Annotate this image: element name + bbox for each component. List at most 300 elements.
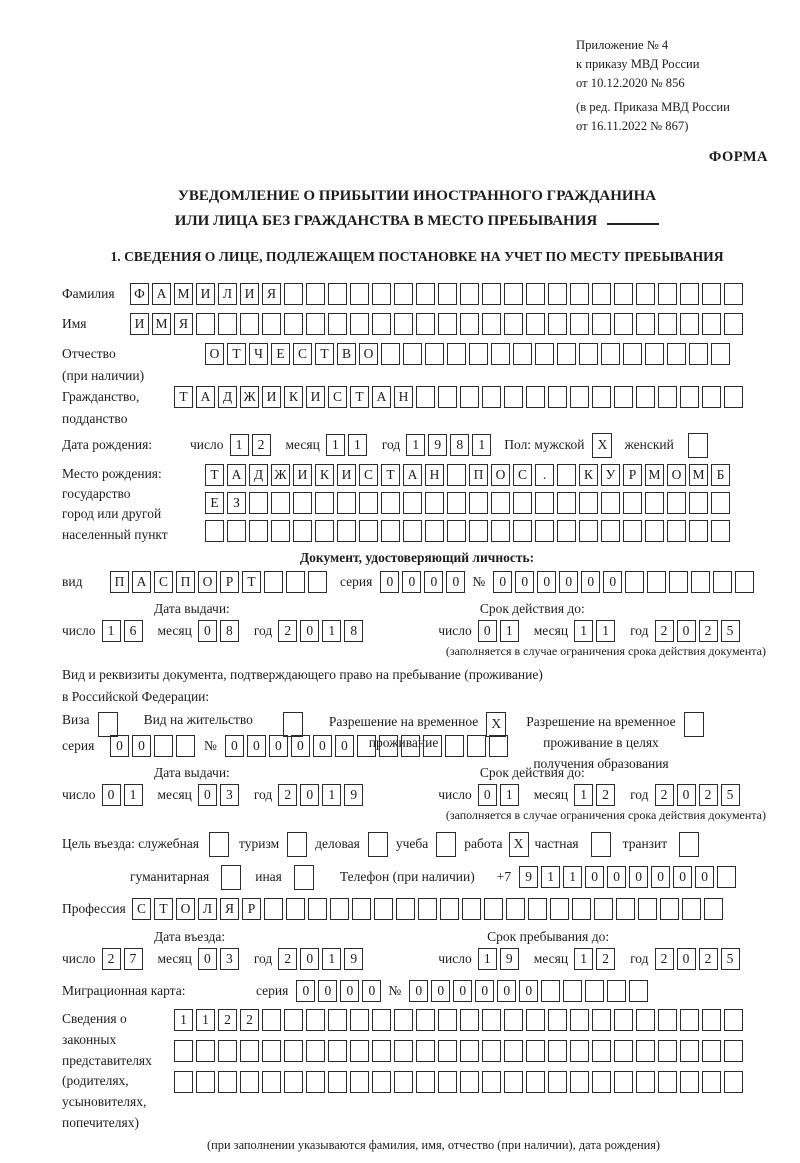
char-cell[interactable] [658,1040,677,1062]
char-cell[interactable] [438,386,457,408]
char-cell[interactable] [484,898,503,920]
char-cell[interactable]: 0 [515,571,534,593]
temp-residence-edu-checkbox[interactable] [684,712,704,737]
char-cell[interactable]: 2 [278,620,297,642]
char-cell[interactable] [592,283,611,305]
char-cell[interactable] [601,492,620,514]
char-cell[interactable] [616,898,635,920]
char-cell[interactable]: 1 [230,434,249,456]
char-cell[interactable] [645,343,664,365]
char-cell[interactable] [623,520,642,542]
char-cell[interactable] [403,343,422,365]
char-cell[interactable] [394,1009,413,1031]
char-cell[interactable]: А [403,464,422,486]
char-cell[interactable]: О [176,898,195,920]
char-cell[interactable]: Р [623,464,642,486]
char-cell[interactable] [614,1040,633,1062]
char-cell[interactable] [438,313,457,335]
char-cell[interactable]: 2 [240,1009,259,1031]
char-cell[interactable] [570,386,589,408]
char-cell[interactable]: А [372,386,391,408]
char-cell[interactable] [438,1040,457,1062]
sex-female-checkbox[interactable] [688,433,708,458]
purpose-official-checkbox[interactable] [209,832,229,857]
char-cell[interactable] [557,492,576,514]
char-cell[interactable]: 9 [344,784,363,806]
char-cell[interactable] [218,1071,237,1093]
char-cell[interactable] [548,1071,567,1093]
char-cell[interactable] [286,571,305,593]
char-cell[interactable] [337,492,356,514]
char-cell[interactable]: 2 [596,784,615,806]
char-cell[interactable]: 0 [537,571,556,593]
char-cell[interactable]: 2 [278,948,297,970]
char-cell[interactable] [557,520,576,542]
char-cell[interactable] [607,980,626,1002]
char-cell[interactable] [614,283,633,305]
char-cell[interactable] [645,492,664,514]
char-cell[interactable] [548,1040,567,1062]
char-cell[interactable] [682,898,701,920]
char-cell[interactable] [667,520,686,542]
char-cell[interactable]: П [110,571,129,593]
char-cell[interactable] [328,313,347,335]
char-cell[interactable]: 7 [124,948,143,970]
char-cell[interactable] [491,343,510,365]
char-cell[interactable] [702,313,721,335]
char-cell[interactable]: 0 [409,980,428,1002]
char-cell[interactable] [293,492,312,514]
char-cell[interactable]: 8 [450,434,469,456]
char-cell[interactable]: 0 [478,784,497,806]
char-cell[interactable]: 9 [428,434,447,456]
char-cell[interactable]: Я [262,283,281,305]
char-cell[interactable] [315,492,334,514]
char-cell[interactable] [689,520,708,542]
char-cell[interactable] [337,520,356,542]
char-cell[interactable]: Т [205,464,224,486]
char-cell[interactable] [557,343,576,365]
char-cell[interactable] [240,1071,259,1093]
char-cell[interactable]: 5 [721,784,740,806]
char-cell[interactable] [264,571,283,593]
char-cell[interactable] [447,520,466,542]
char-cell[interactable] [394,1040,413,1062]
char-cell[interactable]: 2 [699,620,718,642]
char-cell[interactable]: О [198,571,217,593]
char-cell[interactable] [535,492,554,514]
char-cell[interactable]: 0 [478,620,497,642]
char-cell[interactable] [218,313,237,335]
char-cell[interactable]: 0 [559,571,578,593]
char-cell[interactable] [416,283,435,305]
char-cell[interactable] [570,1040,589,1062]
char-cell[interactable] [286,898,305,920]
char-cell[interactable] [711,492,730,514]
char-cell[interactable]: 1 [124,784,143,806]
char-cell[interactable] [240,313,259,335]
char-cell[interactable]: 2 [699,784,718,806]
char-cell[interactable]: 1 [102,620,121,642]
char-cell[interactable]: Я [220,898,239,920]
char-cell[interactable]: Т [174,386,193,408]
char-cell[interactable] [416,1071,435,1093]
char-cell[interactable] [482,313,501,335]
char-cell[interactable] [350,1040,369,1062]
char-cell[interactable]: О [491,464,510,486]
char-cell[interactable]: 0 [453,980,472,1002]
char-cell[interactable]: 8 [220,620,239,642]
char-cell[interactable] [526,1040,545,1062]
char-cell[interactable]: А [227,464,246,486]
char-cell[interactable] [735,571,754,593]
char-cell[interactable] [462,898,481,920]
char-cell[interactable] [306,283,325,305]
char-cell[interactable]: П [176,571,195,593]
char-cell[interactable] [306,1009,325,1031]
char-cell[interactable]: Ж [240,386,259,408]
char-cell[interactable] [702,386,721,408]
char-cell[interactable] [174,1040,193,1062]
char-cell[interactable]: 1 [472,434,491,456]
char-cell[interactable] [535,520,554,542]
sex-male-checkbox[interactable]: X [592,433,612,458]
purpose-other-checkbox[interactable] [294,865,314,890]
char-cell[interactable] [645,520,664,542]
char-cell[interactable]: 1 [322,620,341,642]
char-cell[interactable] [680,1071,699,1093]
char-cell[interactable] [438,1009,457,1031]
char-cell[interactable]: П [469,464,488,486]
char-cell[interactable] [284,313,303,335]
char-cell[interactable]: С [154,571,173,593]
char-cell[interactable] [284,1040,303,1062]
char-cell[interactable] [724,1009,743,1031]
char-cell[interactable] [469,520,488,542]
char-cell[interactable] [704,898,723,920]
purpose-tourism-checkbox[interactable] [287,832,307,857]
char-cell[interactable] [724,1071,743,1093]
char-cell[interactable]: 1 [596,620,615,642]
char-cell[interactable] [423,735,442,757]
char-cell[interactable]: 1 [563,866,582,888]
char-cell[interactable]: 9 [344,948,363,970]
char-cell[interactable] [592,1040,611,1062]
char-cell[interactable] [579,520,598,542]
char-cell[interactable] [528,898,547,920]
char-cell[interactable]: 2 [655,784,674,806]
char-cell[interactable]: 0 [677,948,696,970]
char-cell[interactable]: 0 [362,980,381,1002]
char-cell[interactable] [724,283,743,305]
char-cell[interactable] [372,1009,391,1031]
char-cell[interactable]: 0 [300,620,319,642]
char-cell[interactable] [647,571,666,593]
char-cell[interactable] [352,898,371,920]
char-cell[interactable]: 1 [196,1009,215,1031]
char-cell[interactable] [154,735,173,757]
char-cell[interactable] [658,1009,677,1031]
purpose-transit-checkbox[interactable] [679,832,699,857]
char-cell[interactable] [548,1009,567,1031]
char-cell[interactable] [306,313,325,335]
char-cell[interactable]: 1 [500,620,519,642]
char-cell[interactable]: 0 [380,571,399,593]
char-cell[interactable] [330,898,349,920]
char-cell[interactable]: 1 [574,620,593,642]
char-cell[interactable] [557,464,576,486]
char-cell[interactable] [638,898,657,920]
char-cell[interactable] [563,980,582,1002]
char-cell[interactable]: 0 [296,980,315,1002]
char-cell[interactable]: М [152,313,171,335]
char-cell[interactable] [680,283,699,305]
char-cell[interactable] [418,898,437,920]
char-cell[interactable] [328,1040,347,1062]
char-cell[interactable]: 0 [300,784,319,806]
char-cell[interactable] [447,492,466,514]
char-cell[interactable] [601,520,620,542]
char-cell[interactable]: 1 [574,784,593,806]
char-cell[interactable]: 0 [132,735,151,757]
char-cell[interactable]: 0 [198,948,217,970]
char-cell[interactable]: 1 [478,948,497,970]
char-cell[interactable] [711,343,730,365]
char-cell[interactable]: 0 [313,735,332,757]
char-cell[interactable] [262,1009,281,1031]
char-cell[interactable] [218,1040,237,1062]
char-cell[interactable]: Б [711,464,730,486]
char-cell[interactable]: 1 [574,948,593,970]
char-cell[interactable] [205,520,224,542]
char-cell[interactable] [680,313,699,335]
char-cell[interactable] [504,313,523,335]
char-cell[interactable] [526,1071,545,1093]
char-cell[interactable]: 0 [318,980,337,1002]
char-cell[interactable] [550,898,569,920]
char-cell[interactable]: И [262,386,281,408]
char-cell[interactable]: Р [220,571,239,593]
char-cell[interactable]: 0 [225,735,244,757]
char-cell[interactable]: 9 [519,866,538,888]
char-cell[interactable]: Т [350,386,369,408]
char-cell[interactable] [717,866,736,888]
char-cell[interactable]: С [359,464,378,486]
char-cell[interactable]: Е [205,492,224,514]
char-cell[interactable] [702,283,721,305]
char-cell[interactable] [570,283,589,305]
char-cell[interactable] [262,1040,281,1062]
char-cell[interactable]: С [293,343,312,365]
char-cell[interactable] [570,313,589,335]
char-cell[interactable] [381,343,400,365]
char-cell[interactable]: . [535,464,554,486]
char-cell[interactable]: 0 [402,571,421,593]
char-cell[interactable] [541,980,560,1002]
char-cell[interactable] [689,492,708,514]
char-cell[interactable]: Н [425,464,444,486]
char-cell[interactable] [438,283,457,305]
char-cell[interactable] [526,283,545,305]
char-cell[interactable] [636,313,655,335]
char-cell[interactable] [460,1071,479,1093]
char-cell[interactable] [623,492,642,514]
char-cell[interactable] [491,492,510,514]
char-cell[interactable] [416,1040,435,1062]
char-cell[interactable] [328,1009,347,1031]
char-cell[interactable] [680,1009,699,1031]
purpose-work-checkbox[interactable]: X [509,832,529,857]
char-cell[interactable] [308,571,327,593]
char-cell[interactable]: Т [381,464,400,486]
char-cell[interactable] [504,1071,523,1093]
char-cell[interactable]: И [337,464,356,486]
char-cell[interactable] [315,520,334,542]
char-cell[interactable]: Т [154,898,173,920]
char-cell[interactable]: 8 [344,620,363,642]
char-cell[interactable]: 0 [493,571,512,593]
char-cell[interactable] [372,1071,391,1093]
char-cell[interactable] [196,313,215,335]
char-cell[interactable] [535,343,554,365]
char-cell[interactable] [491,520,510,542]
char-cell[interactable]: 0 [497,980,516,1002]
char-cell[interactable]: И [196,283,215,305]
char-cell[interactable] [570,1009,589,1031]
char-cell[interactable] [658,283,677,305]
char-cell[interactable] [467,735,486,757]
char-cell[interactable] [625,571,644,593]
char-cell[interactable] [658,313,677,335]
char-cell[interactable] [504,1009,523,1031]
char-cell[interactable] [328,283,347,305]
char-cell[interactable] [425,492,444,514]
char-cell[interactable] [482,1040,501,1062]
char-cell[interactable]: О [667,464,686,486]
char-cell[interactable]: Т [227,343,246,365]
char-cell[interactable]: 0 [335,735,354,757]
char-cell[interactable]: 0 [269,735,288,757]
char-cell[interactable]: 9 [500,948,519,970]
char-cell[interactable] [425,520,444,542]
char-cell[interactable]: 0 [198,784,217,806]
char-cell[interactable]: С [328,386,347,408]
char-cell[interactable]: 2 [102,948,121,970]
char-cell[interactable] [196,1040,215,1062]
char-cell[interactable] [460,1009,479,1031]
char-cell[interactable] [372,1040,391,1062]
char-cell[interactable] [667,492,686,514]
char-cell[interactable] [196,1071,215,1093]
char-cell[interactable] [526,313,545,335]
char-cell[interactable]: А [196,386,215,408]
char-cell[interactable] [249,520,268,542]
char-cell[interactable] [636,283,655,305]
char-cell[interactable]: 1 [406,434,425,456]
char-cell[interactable] [174,1071,193,1093]
char-cell[interactable] [350,313,369,335]
char-cell[interactable]: 0 [677,620,696,642]
char-cell[interactable] [702,1071,721,1093]
purpose-humanitarian-checkbox[interactable] [221,865,241,890]
char-cell[interactable] [460,1040,479,1062]
char-cell[interactable] [416,313,435,335]
char-cell[interactable] [513,492,532,514]
char-cell[interactable] [306,1040,325,1062]
char-cell[interactable] [284,283,303,305]
char-cell[interactable] [579,343,598,365]
char-cell[interactable]: 2 [252,434,271,456]
char-cell[interactable] [548,283,567,305]
char-cell[interactable] [271,492,290,514]
char-cell[interactable] [284,1009,303,1031]
char-cell[interactable]: 5 [721,948,740,970]
char-cell[interactable] [614,386,633,408]
char-cell[interactable] [359,520,378,542]
char-cell[interactable] [416,386,435,408]
char-cell[interactable] [381,520,400,542]
char-cell[interactable] [394,313,413,335]
char-cell[interactable]: 6 [124,620,143,642]
char-cell[interactable] [447,464,466,486]
char-cell[interactable] [513,520,532,542]
char-cell[interactable] [379,735,398,757]
char-cell[interactable] [702,1040,721,1062]
char-cell[interactable]: 0 [677,784,696,806]
char-cell[interactable]: 0 [102,784,121,806]
char-cell[interactable] [526,386,545,408]
char-cell[interactable] [623,343,642,365]
char-cell[interactable] [669,571,688,593]
char-cell[interactable] [702,1009,721,1031]
char-cell[interactable]: А [132,571,151,593]
char-cell[interactable]: 0 [629,866,648,888]
char-cell[interactable]: 0 [695,866,714,888]
char-cell[interactable]: 0 [581,571,600,593]
char-cell[interactable] [271,520,290,542]
char-cell[interactable] [658,386,677,408]
char-cell[interactable] [506,898,525,920]
char-cell[interactable] [570,1071,589,1093]
char-cell[interactable]: И [240,283,259,305]
char-cell[interactable] [504,283,523,305]
char-cell[interactable]: К [579,464,598,486]
char-cell[interactable] [249,492,268,514]
char-cell[interactable] [350,283,369,305]
char-cell[interactable]: В [337,343,356,365]
char-cell[interactable] [394,1071,413,1093]
char-cell[interactable] [592,313,611,335]
char-cell[interactable] [482,1009,501,1031]
char-cell[interactable] [482,386,501,408]
char-cell[interactable]: 5 [721,620,740,642]
char-cell[interactable] [264,898,283,920]
char-cell[interactable] [176,735,195,757]
char-cell[interactable] [308,898,327,920]
char-cell[interactable]: 2 [655,620,674,642]
char-cell[interactable] [403,492,422,514]
char-cell[interactable] [469,492,488,514]
char-cell[interactable]: Ж [271,464,290,486]
char-cell[interactable]: 1 [174,1009,193,1031]
char-cell[interactable]: А [152,283,171,305]
char-cell[interactable] [482,283,501,305]
char-cell[interactable] [592,1071,611,1093]
char-cell[interactable]: Д [218,386,237,408]
char-cell[interactable]: Ч [249,343,268,365]
purpose-private-checkbox[interactable] [591,832,611,857]
char-cell[interactable] [350,1071,369,1093]
